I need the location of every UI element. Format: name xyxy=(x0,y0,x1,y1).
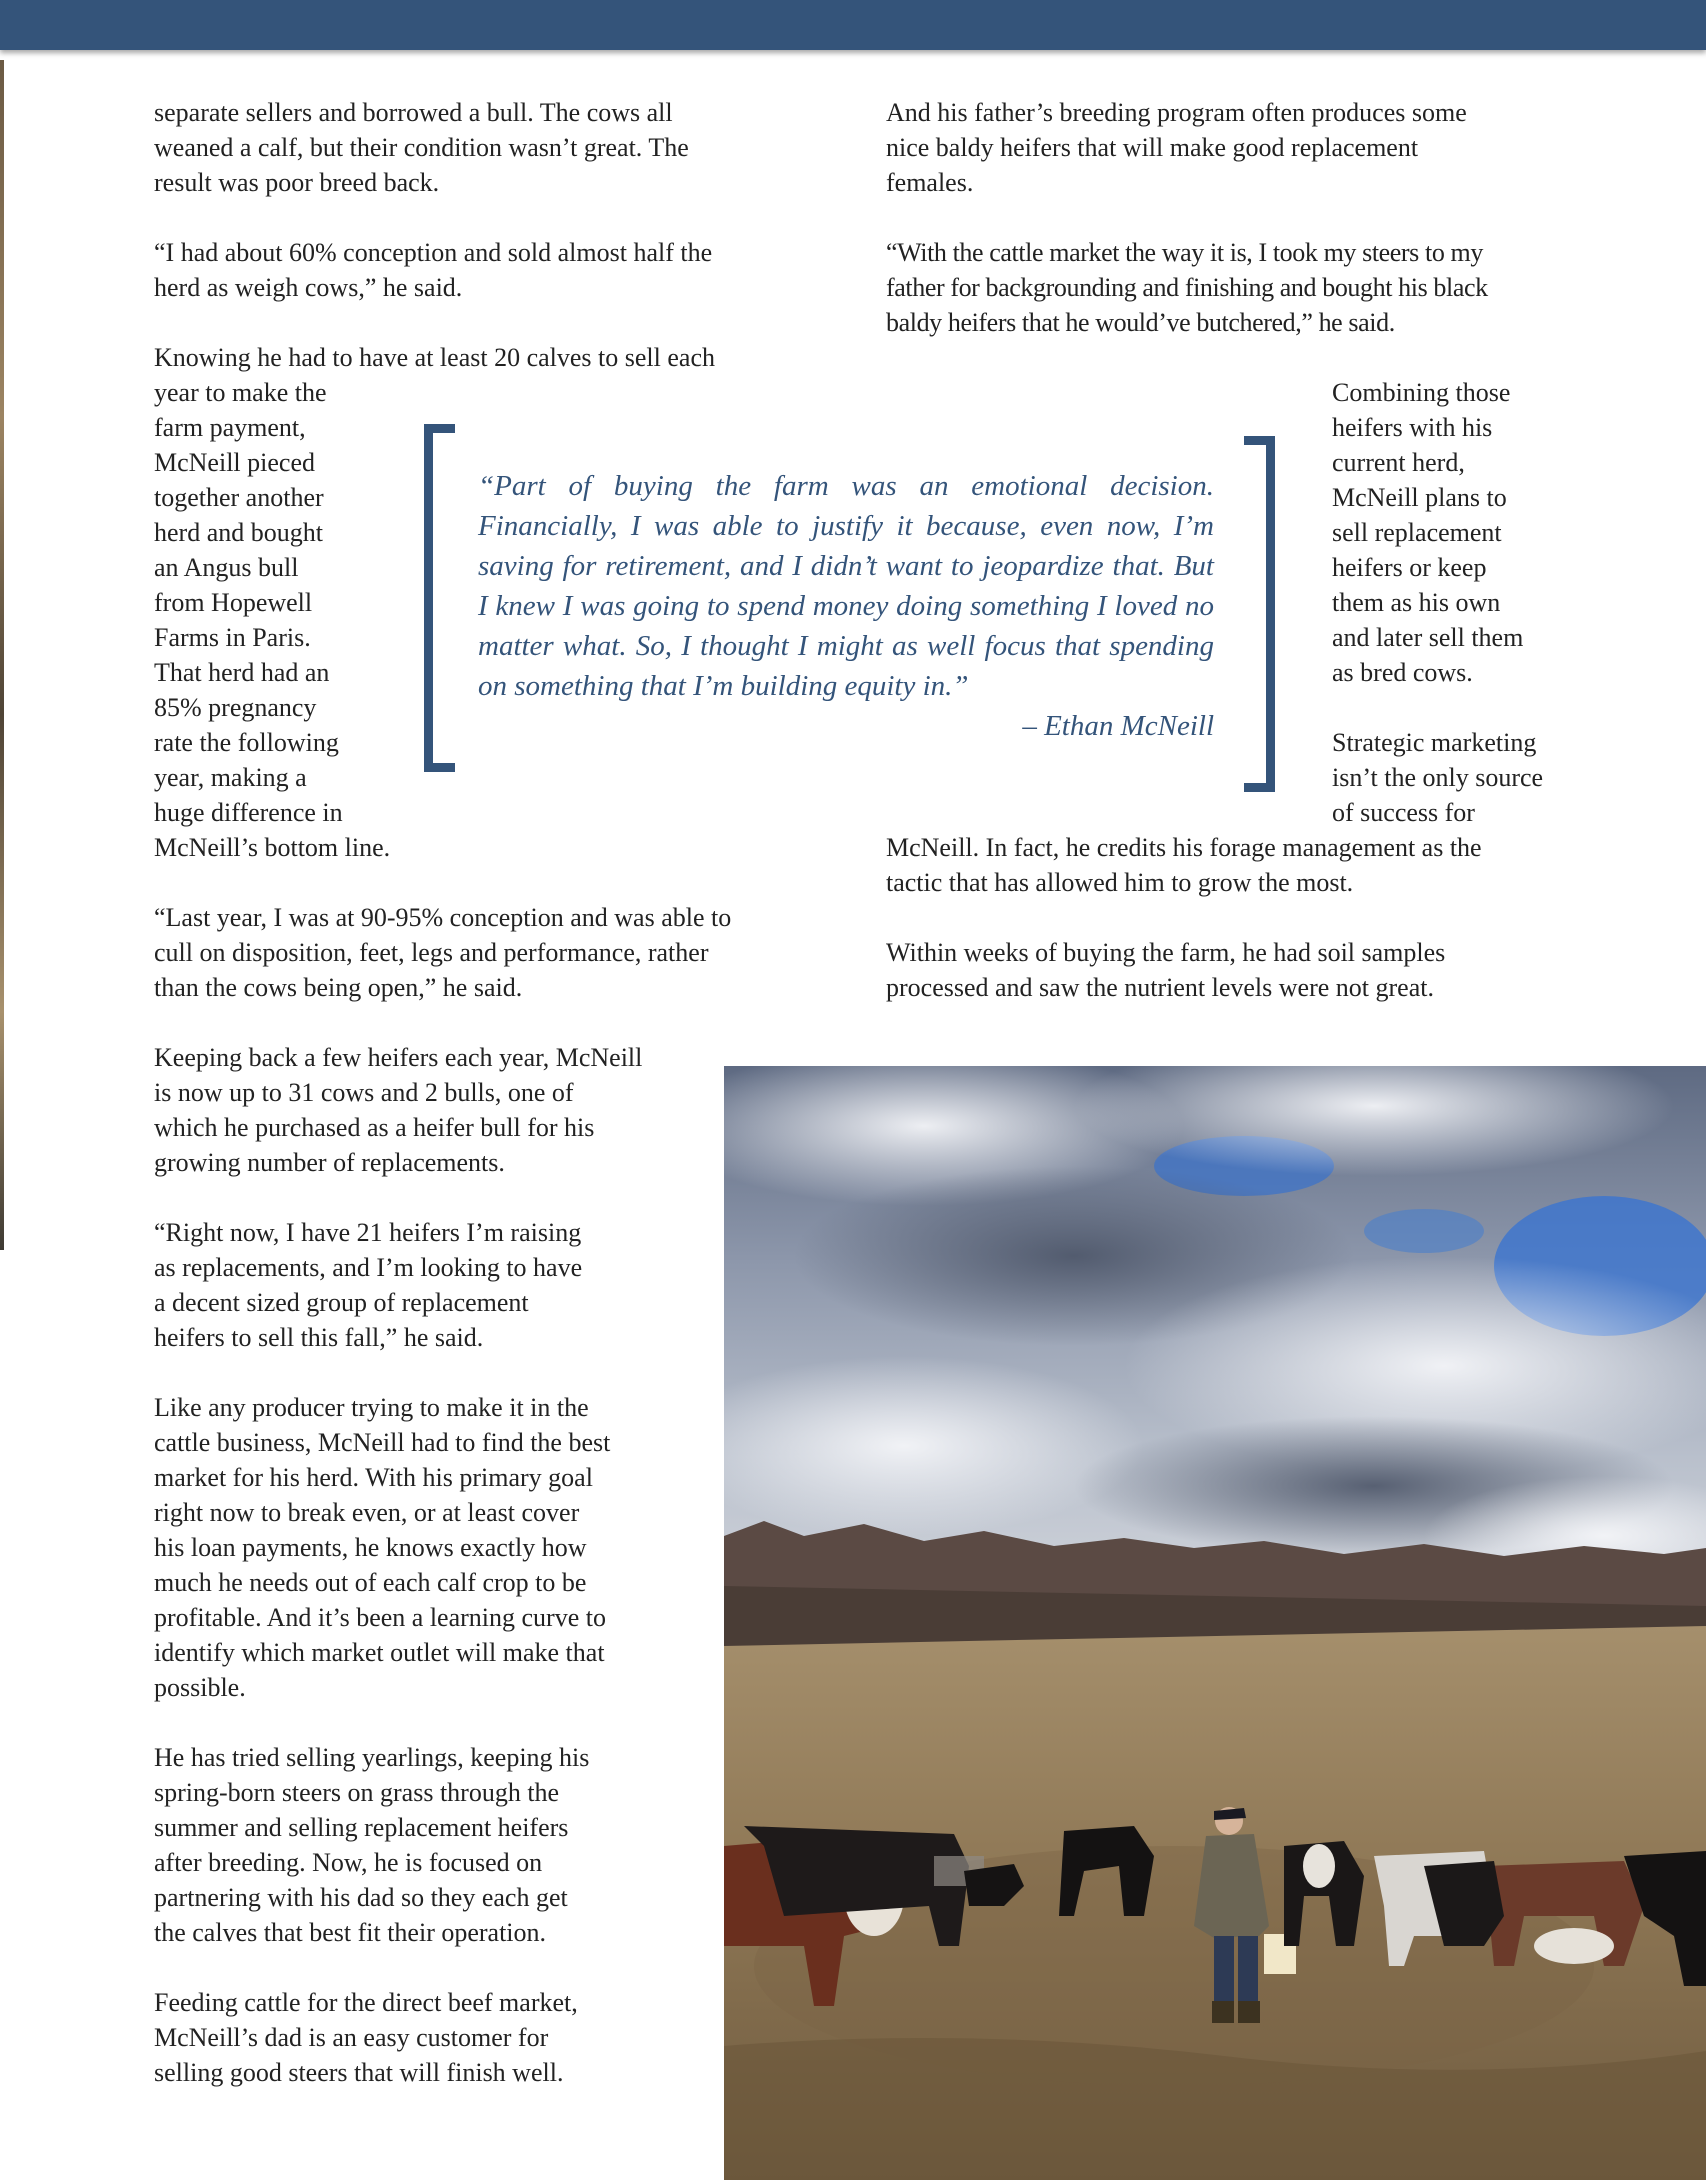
text-line: together another xyxy=(154,483,324,512)
text-line: processed and saw the nutrient levels were not great. xyxy=(886,973,1434,1002)
col2-paragraph-1 xyxy=(886,95,1467,200)
col1-paragraph-8 xyxy=(154,1740,589,1950)
text-line: Farms in Paris. xyxy=(154,623,311,652)
text-line: growing number of replacements. xyxy=(154,1148,505,1177)
text-line: right now to break even, or at least cover xyxy=(154,1498,580,1527)
cattle-pasture-photo xyxy=(724,1066,1706,2180)
text-line: Feeding cattle for the direct beef market, xyxy=(154,1988,578,2017)
text-line: as bred cows. xyxy=(1332,658,1473,687)
pullquote-attribution: – Ethan McNeill xyxy=(1022,710,1214,742)
text-line: “With the cattle market the way it is, I took my steers to my xyxy=(886,238,1483,267)
text-line: McNeill’s bottom line. xyxy=(154,833,391,862)
text-line: from Hopewell xyxy=(154,588,313,617)
text-line: farm payment, xyxy=(154,413,306,442)
text-line: “I had about 60% conception and sold almost half the xyxy=(154,238,713,267)
text-line: McNeill’s dad is an easy customer for xyxy=(154,2023,549,2052)
left-edge-photo-strip xyxy=(0,60,4,1250)
text-line: which he purchased as a heifer bull for his xyxy=(154,1113,595,1142)
col2-paragraph-4-end xyxy=(886,830,1482,900)
text-line: on something that I’m building equity in.” xyxy=(478,670,969,702)
text-line: year to make the xyxy=(154,378,327,407)
text-line: matter what. So, I thought I might as well focus that spending xyxy=(478,630,1214,662)
col1-paragraph-7 xyxy=(154,1390,610,1705)
text-line: Knowing he had to have at least 20 calves to sell each xyxy=(154,343,715,372)
text-line: selling good steers that will finish well. xyxy=(154,2058,564,2087)
text-line: the calves that best fit their operation. xyxy=(154,1918,547,1947)
text-line: as replacements, and I’m looking to have xyxy=(154,1253,583,1282)
text-line: heifers or keep xyxy=(1332,553,1487,582)
text-line: identify which market outlet will make that xyxy=(154,1638,605,1667)
text-line: profitable. And it’s been a learning curve to xyxy=(154,1603,606,1632)
text-line: market for his herd. With his primary goal xyxy=(154,1463,593,1492)
text-line: much he needs out of each calf crop to be xyxy=(154,1568,587,1597)
text-line: cattle business, McNeill had to find the best xyxy=(154,1428,611,1457)
text-line: isn’t the only source xyxy=(1332,763,1544,792)
top-banner xyxy=(0,0,1706,50)
text-line: of success for xyxy=(1332,798,1475,827)
text-line: than the cows being open,” he said. xyxy=(154,973,523,1002)
text-line: cull on disposition, feet, legs and performance, rather xyxy=(154,938,709,967)
pullquote-left-bracket xyxy=(424,424,455,772)
text-line: current herd, xyxy=(1332,448,1465,477)
text-line: separate sellers and borrowed a bull. The cows all xyxy=(154,98,673,127)
text-line: after breeding. Now, he is focused on xyxy=(154,1848,543,1877)
text-line: summer and selling replacement heifers xyxy=(154,1813,569,1842)
text-line: them as his own xyxy=(1332,588,1501,617)
text-line: I knew I was going to spend money doing something I loved no xyxy=(478,590,1214,622)
text-line: result was poor breed back. xyxy=(154,168,440,197)
text-line: huge difference in xyxy=(154,798,343,827)
text-line: a decent sized group of replacement xyxy=(154,1288,529,1317)
text-line: herd and bought xyxy=(154,518,323,547)
text-line: That herd had an xyxy=(154,658,330,687)
text-line: and later sell them xyxy=(1332,623,1524,652)
text-line: Within weeks of buying the farm, he had soil samples xyxy=(886,938,1446,967)
text-line: is now up to 31 cows and 2 bulls, one of xyxy=(154,1078,574,1107)
text-line: McNeill. In fact, he credits his forage management as the xyxy=(886,833,1482,862)
col1-paragraph-2 xyxy=(154,235,712,305)
text-line: 85% pregnancy xyxy=(154,693,317,722)
text-line: possible. xyxy=(154,1673,246,1702)
text-line: tactic that has allowed him to grow the most. xyxy=(886,868,1354,897)
text-line: baldy heifers that he would’ve butchered,” he said. xyxy=(886,308,1395,337)
text-line: spring-born steers on grass through the xyxy=(154,1778,560,1807)
text-line: partnering with his dad so they each get xyxy=(154,1883,568,1912)
col1-paragraph-9 xyxy=(154,1985,578,2090)
text-line: father for backgrounding and finishing and bought his black xyxy=(886,273,1488,302)
col1-paragraph-1 xyxy=(154,95,689,200)
text-line: “Part of buying the farm was an emotional decision. xyxy=(478,470,1214,502)
text-line: females. xyxy=(886,168,974,197)
col2-paragraph-4-start xyxy=(1332,725,1543,830)
col1-paragraph-6 xyxy=(154,1215,582,1355)
pullquote-text xyxy=(478,466,1214,706)
text-line: year, making a xyxy=(154,763,307,792)
text-line: He has tried selling yearlings, keeping his xyxy=(154,1743,590,1772)
text-line: Financially, I was able to justify it because, even now, I’m xyxy=(478,510,1214,542)
col2-paragraph-2 xyxy=(886,235,1488,340)
text-line: saving for retirement, and I didn’t want to jeopardize that. But xyxy=(478,550,1214,582)
text-line: weaned a calf, but their condition wasn’t great. The xyxy=(154,133,689,162)
text-line: “Last year, I was at 90-95% conception and was able to xyxy=(154,903,732,932)
text-line: herd as weigh cows,” he said. xyxy=(154,273,463,302)
text-line: Keeping back a few heifers each year, McNeill xyxy=(154,1043,643,1072)
text-line: McNeill pieced xyxy=(154,448,315,477)
text-line: rate the following xyxy=(154,728,339,757)
col2-paragraph-5 xyxy=(886,935,1445,1005)
col2-paragraph-3 xyxy=(1332,375,1523,690)
pullquote-right-bracket xyxy=(1244,436,1275,792)
text-line: Like any producer trying to make it in the xyxy=(154,1393,589,1422)
text-line: heifers with his xyxy=(1332,413,1493,442)
text-line: Combining those xyxy=(1332,378,1511,407)
text-line: his loan payments, he knows exactly how xyxy=(154,1533,587,1562)
text-line: “Right now, I have 21 heifers I’m raising xyxy=(154,1218,582,1247)
col1-paragraph-4 xyxy=(154,900,731,1005)
col1-paragraph-5 xyxy=(154,1040,642,1180)
text-line: nice baldy heifers that will make good replacement xyxy=(886,133,1419,162)
text-line: Strategic marketing xyxy=(1332,728,1537,757)
text-line: And his father’s breeding program often produces some xyxy=(886,98,1467,127)
text-line: heifers to sell this fall,” he said. xyxy=(154,1323,484,1352)
text-line: an Angus bull xyxy=(154,553,299,582)
text-line: McNeill plans to xyxy=(1332,483,1507,512)
text-line: sell replacement xyxy=(1332,518,1502,547)
